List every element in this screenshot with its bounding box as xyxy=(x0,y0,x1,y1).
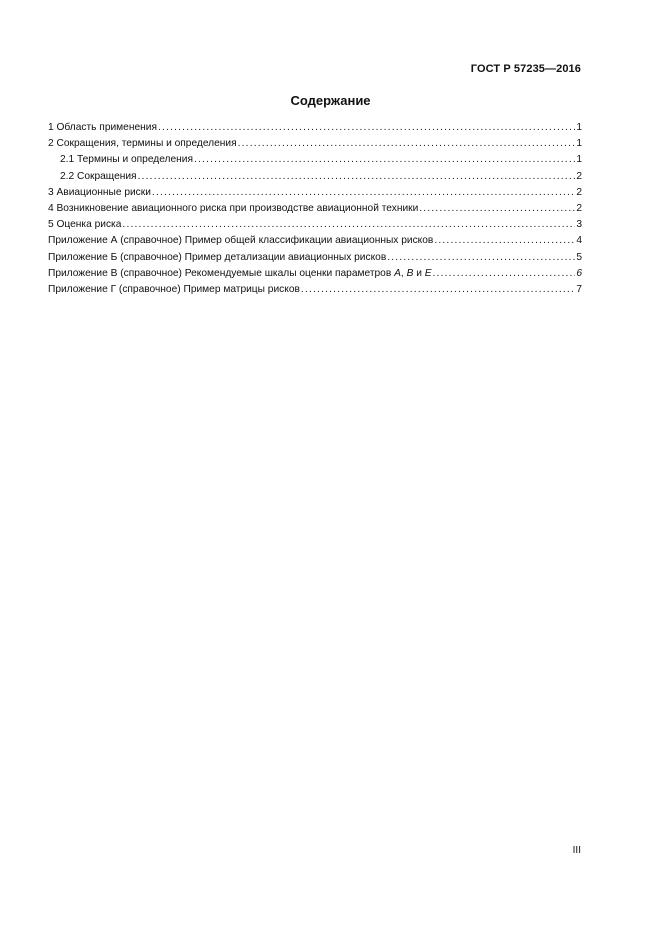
toc-entry-label: Приложение А (справочное) Пример общей классификации авиационных рисков xyxy=(48,235,434,247)
toc-entry-appendix-g[interactable] xyxy=(48,282,582,298)
separator-comma: , xyxy=(400,267,407,279)
toc-entry-label: 5 Оценка риска xyxy=(48,219,122,231)
toc-entry-page: 4 xyxy=(576,235,582,247)
parameter-a: А xyxy=(394,267,401,279)
toc-entry-2[interactable] xyxy=(48,136,582,152)
toc-entry-page: 1 xyxy=(576,138,582,150)
toc-leader-dots xyxy=(138,169,576,185)
toc-entry-label xyxy=(48,266,432,282)
toc-leader-dots xyxy=(434,233,575,249)
table-of-contents xyxy=(48,120,582,298)
toc-entry-label: 4 Возникновение авиационного риска при производстве авиационной техники xyxy=(48,202,419,214)
toc-entry-label: Приложение Г (справочное) Пример матрицы рисков xyxy=(48,283,300,295)
toc-entry-page: 6 xyxy=(576,267,582,279)
toc-entry-appendix-v[interactable] xyxy=(48,266,582,282)
toc-entry-page: 7 xyxy=(576,283,582,295)
toc-entry-page: 2 xyxy=(576,186,582,198)
toc-entry-appendix-a[interactable] xyxy=(48,233,582,249)
toc-entry-1[interactable] xyxy=(48,120,582,136)
toc-entry-appendix-b[interactable] xyxy=(48,250,582,266)
toc-entry-label: Приложение Б (справочное) Пример детализации авиационных рисков xyxy=(48,251,387,263)
toc-leader-dots xyxy=(152,185,575,201)
toc-entry-page: 1 xyxy=(576,122,582,133)
toc-entry-5[interactable] xyxy=(48,217,582,233)
toc-leader-dots xyxy=(301,282,575,298)
toc-entry-2-2[interactable] xyxy=(48,169,582,185)
toc-entry-page: 3 xyxy=(576,219,582,231)
toc-leader-dots xyxy=(122,217,575,233)
parameter-v: В xyxy=(406,267,414,279)
toc-entry-page: 2 xyxy=(576,170,582,182)
toc-title: Содержание xyxy=(290,93,371,108)
toc-entry-label: 2.1 Термины и определения xyxy=(60,154,193,166)
toc-entry-2-1[interactable] xyxy=(48,152,582,168)
toc-entry-page: 1 xyxy=(576,154,582,166)
separator-and: и xyxy=(413,267,425,279)
document-code: ГОСТ Р 57235—2016 xyxy=(470,63,581,75)
toc-entry-label: 1 Область применения xyxy=(48,122,157,133)
toc-entry-page: 5 xyxy=(576,251,582,263)
page-number: III xyxy=(572,845,581,856)
toc-leader-dots xyxy=(238,136,576,152)
toc-leader-dots xyxy=(419,201,575,217)
toc-entry-page: 2 xyxy=(576,202,582,214)
toc-leader-dots xyxy=(194,152,575,168)
toc-entry-4[interactable] xyxy=(48,201,582,217)
toc-entry-label: 2.2 Сокращения xyxy=(60,170,137,182)
toc-leader-dots xyxy=(158,120,575,136)
toc-leader-dots xyxy=(433,266,576,282)
toc-entry-label: 3 Авиационные риски xyxy=(48,186,151,198)
parameter-e: Е xyxy=(424,267,432,279)
toc-entry-label: 2 Сокращения, термины и определения xyxy=(48,138,237,150)
toc-leader-dots xyxy=(387,250,575,266)
toc-entry-label-text: Приложение В (справочное) Рекомендуемые шкалы оценки параметров xyxy=(48,267,395,279)
toc-entry-3[interactable] xyxy=(48,185,582,201)
